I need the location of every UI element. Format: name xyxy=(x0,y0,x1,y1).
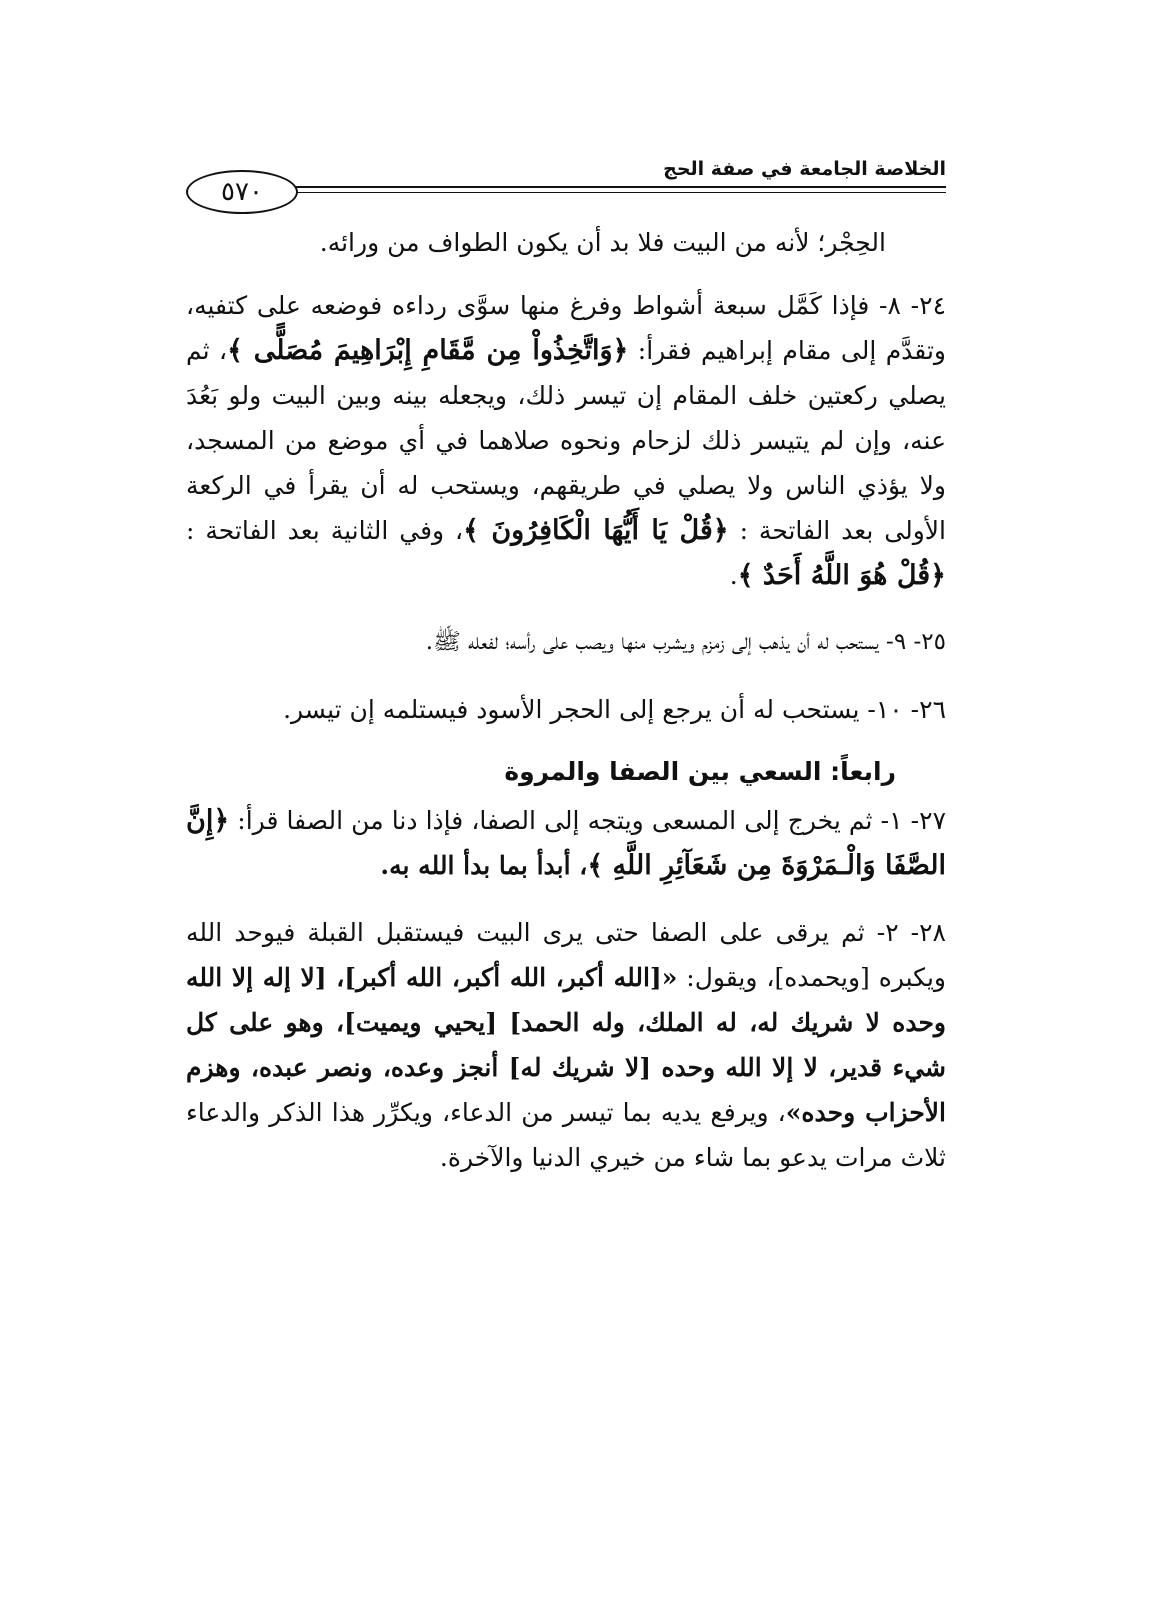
paragraph-text: ، ثم يصلي ركعتين خلف المقام إن تيسر ذلك، ويجعله بينه وبين البيت ولو بَعُدَ عنه، وإن لم يتيسر ذلك لزحام ونحوه صلاهما في أي موضع من المسجد، ولا يؤذي الناس ولا يصلي في طريقهم، ويستحب له أن يقرأ في الركعة الأولى بعد الفاتحة : xyxy=(186,336,946,545)
paragraph-28 xyxy=(186,910,946,1180)
paragraph-continuation xyxy=(186,220,946,265)
paragraph-27 xyxy=(186,798,946,888)
page-number: ٥٧٠ xyxy=(186,170,298,214)
paragraph-text: ، ويرفع يديه بما تيسر من الدعاء، ويكرِّر هذا الذكر والدعاء ثلاث مرات يدعو بما شاء من خيري الدنيا والآخرة. xyxy=(186,1098,946,1172)
paragraph-text: يستحب له أن يذهب إلى زمزم ويشرب منها ويصب على رأسه؛ لفعله ﷺ. xyxy=(425,629,887,655)
quran-verse: ﴿قُلْ يَا أَيُّهَا الْكَافِرُونَ ﴾ xyxy=(463,515,729,546)
running-title: الخلاصة الجامعة في صفة الحج xyxy=(663,158,946,180)
quran-verse: ﴿وَاتَّخِذُواْ مِن مَّقَامِ إِبْرَاهِيمَ مُصَلًّى ﴾ xyxy=(227,335,629,366)
paragraph-text: الحِجْر؛ لأنه من البيت فلا بد أن يكون الطواف من ورائه. xyxy=(319,228,886,257)
paragraph-text: ، وفي الثانية بعد الفاتحة : xyxy=(186,516,464,545)
item-number: ٢٤- ٨- xyxy=(879,291,946,320)
item-number: ٢٧- ١- xyxy=(880,806,946,835)
quran-verse: ﴿إِنَّ الصَّفَا وَالْـمَرْوَةَ مِن شَعَآئِرِ اللَّهِ ﴾ xyxy=(186,805,946,881)
item-number: ٢٥- ٩- xyxy=(886,629,946,655)
header-rule-thin xyxy=(296,192,946,193)
quran-verse: ﴿قُلْ هُوَ اللَّهُ أَحَدٌ ﴾ xyxy=(737,560,946,591)
paragraph-24 xyxy=(186,283,946,598)
header-rule-thick xyxy=(294,186,946,188)
item-number: ٢٨- ٢- xyxy=(876,918,946,947)
paragraph-text: . xyxy=(729,561,738,590)
item-number: ٢٦- ١٠- xyxy=(867,695,946,724)
paragraph-text: ثم يرقى على الصفا حتى يرى البيت فيستقبل القبلة فيوحد الله ويكبره [ويحمده]، ويقول: xyxy=(186,918,946,992)
paragraph-text: ، أبدأ بما بدأ الله به. xyxy=(380,851,588,880)
page-body xyxy=(186,220,946,1180)
section-heading: رابعاً: السعي بين الصفا والمروة xyxy=(504,757,896,786)
paragraph-text: يستحب له أن يرجع إلى الحجر الأسود فيستلمه إن تيسر. xyxy=(283,695,868,724)
paragraph-25 xyxy=(186,620,946,665)
paragraph-text: فإذا كَمَّل سبعة أشواط وفرغ منها سوَّى رداءه فوضعه على كتفيه، وتقدَّم إلى مقام إبراهيم فقرأ: xyxy=(186,291,946,365)
supplication-text: «[الله أكبر، الله أكبر، الله أكبر]، [لا إله إلا الله وحده لا شريك له، له الملك، وله الحمد] [يحيي ويميت]، وهو على كل شيء قدير، لا إلا الله وحده [لا شريك له] أنجز وعده، ونصر عبده، وهزم الأحزاب وحده» xyxy=(186,963,946,1127)
page-header xyxy=(186,158,946,218)
paragraph-text: ثم يخرج إلى المسعى ويتجه إلى الصفا، فإذا دنا من الصفا قرأ: xyxy=(229,806,881,835)
paragraph-26 xyxy=(186,687,946,732)
